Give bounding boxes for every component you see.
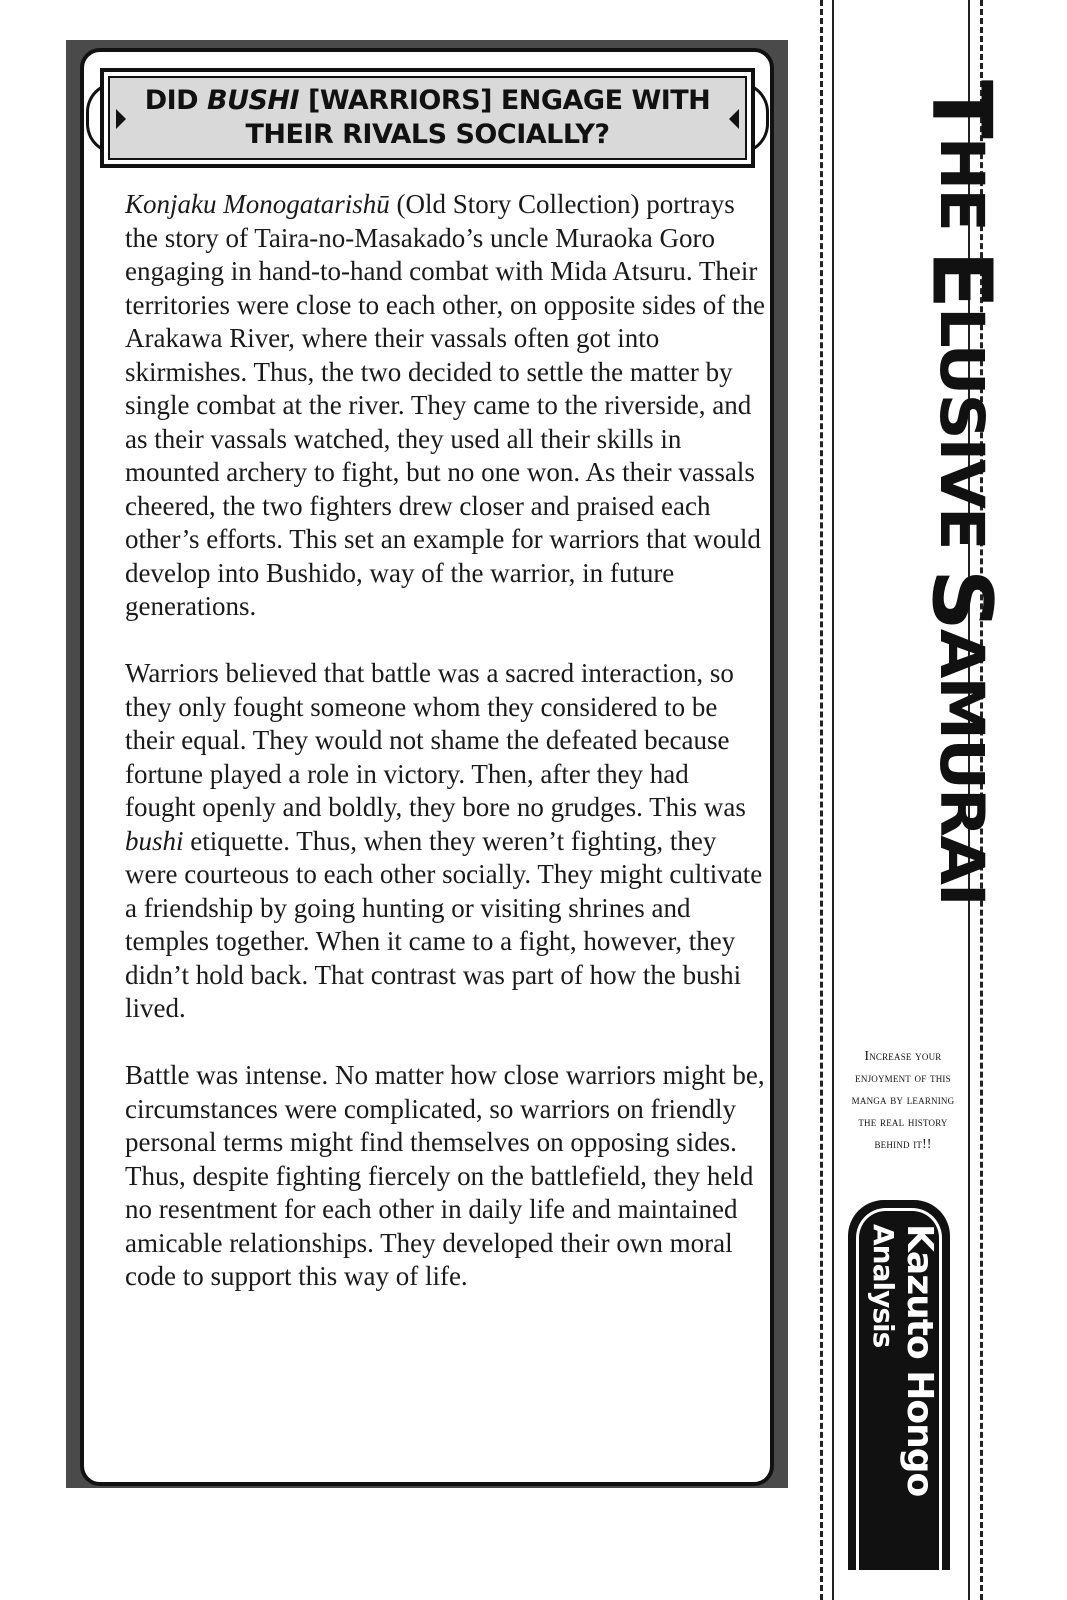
paragraph-2-text-b: etiquette. Thus, when they weren’t fighting, they were courteous to each other socially. They might cultivate a friendship by going hunting or visiting shrines and temples together. When it came to a fight, however, they didn’t hold back. That contrast was part of how the bushi lived. (125, 825, 763, 1023)
title-s: S (913, 568, 1009, 629)
heading-banner (86, 68, 769, 168)
title-t: T (913, 80, 1009, 137)
series-title (904, 80, 1018, 905)
title-amurai: AMURAI (925, 628, 997, 905)
book-title: Konjaku Monogatarishū (125, 189, 390, 219)
title-he: HE (925, 136, 997, 251)
heading-line1-rest: [WARRIORS] ENGAGE WITH (299, 85, 711, 116)
banner-inner (108, 76, 747, 160)
heading-prefix: DID (144, 85, 207, 116)
paragraph-1 (125, 188, 765, 624)
article-body (125, 188, 765, 1327)
series-blurb: Increase your enjoyment of this manga by learning the real history behind it!! (851, 1048, 955, 1151)
author-badge (848, 1200, 950, 1570)
title-lusive: LUSIVE (925, 306, 997, 569)
paragraph-2 (125, 657, 765, 1026)
triangle-left-icon (116, 109, 126, 129)
paragraph-2-text-a: Warriors believed that battle was a sacred interaction, so they only fought someone whom they considered to be their equal. They would not shame the defeated because fortune played a role in victory. Then, after they had fought openly and boldly, they bore no grudges. This was (125, 658, 746, 822)
author-name: Kazuto Hongo (899, 1224, 940, 1497)
article-heading (145, 84, 711, 152)
paragraph-3: Battle was intense. No matter how close warriors might be, circumstances were complicated, so warriors on friendly personal terms might find themselves on opposing sides. Thus, despite fighting fiercely on the battlefield, they held no resentment for each other in daily life and maintained amicable relationships. They developed their own moral code to support this way of life. (125, 1060, 765, 1291)
heading-italic: BUSHI (206, 85, 300, 116)
paragraph-1-text: (Old Story Collection) portrays the story of Taira-no-Masakado’s uncle Muraoka Goro engaging in hand-to-hand combat with Mida Atsuru. Their territories were close to each other, on opposite sides of the Arakawa River, where their vassals often got into skirmishes. Thus, the two decided to settle the matter by single combat at the river. They came to the riverside, and as their vassals watched, they used all their skills in mounted archery to fight, but no one won. As their vassals cheered, the two fighters drew closer and praised each other’s efforts. This set an example for warriors that would develop into Bushido, way of the warrior, in future generations. (125, 189, 765, 621)
paragraph-2-italic: bushi (125, 825, 184, 856)
rail-solid-left (832, 0, 834, 1600)
author-role: Analysis (867, 1224, 900, 1348)
author-credit (866, 1224, 938, 1496)
rail-dashed-left (820, 0, 823, 1600)
triangle-right-icon (729, 109, 739, 129)
title-e: E (913, 250, 1009, 307)
heading-line2: THEIR RIVALS SOCIALLY? (245, 119, 610, 150)
